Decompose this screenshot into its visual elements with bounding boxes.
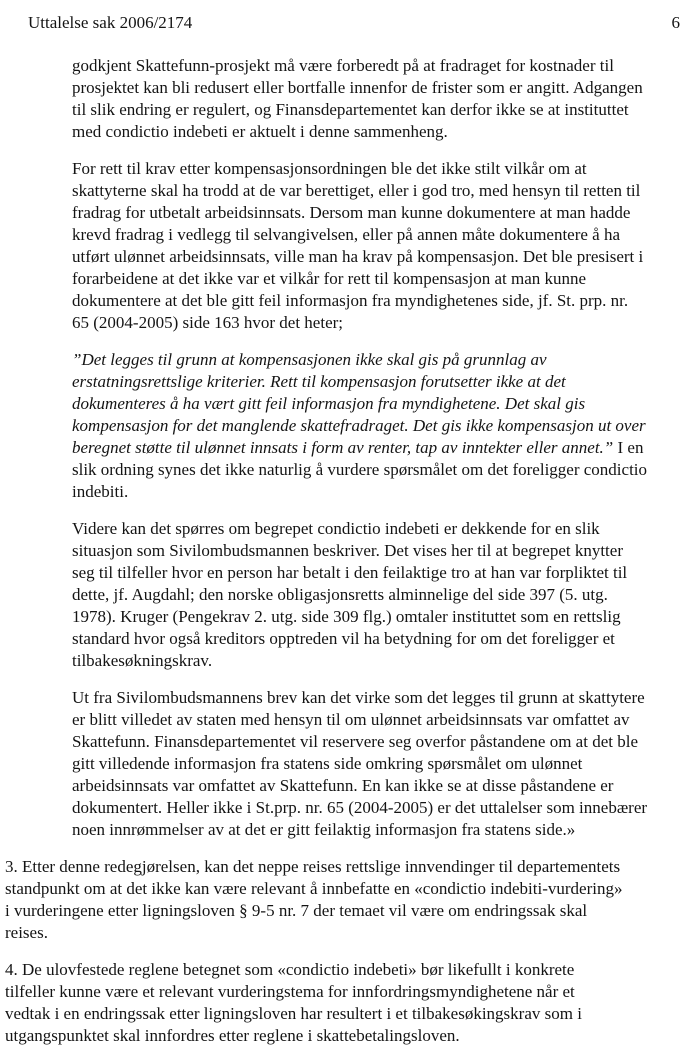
- page-number: 6: [671, 13, 680, 32]
- quoted-italic-text: erstatningsrettslige kriterier. Rett til kompensasjon forutsetter ikke at det: [72, 372, 566, 391]
- text-line: [5, 878, 680, 900]
- body-text: skattyterne skal ha trodd at de var berettiget, eller i god tro, med hensyn til retten til: [72, 181, 641, 200]
- document-header: [28, 12, 680, 34]
- body-text: til slik endring er regulert, og Finansdepartementet kan derfor ikke se at instituttet: [72, 100, 629, 119]
- body-text: med condictio indebeti er aktuelt i denne sammenheng.: [72, 122, 448, 141]
- text-line: [72, 562, 680, 584]
- text-line: [72, 797, 680, 819]
- text-line: [72, 224, 680, 246]
- body-text: vedtak i en endringssak etter ligningsloven har resultert i et tilbakesøkingskrav som i: [5, 1004, 582, 1023]
- text-line: [72, 246, 680, 268]
- text-line: [72, 99, 680, 121]
- body-text: 65 (2004-2005) side 163 hvor det heter;: [72, 313, 343, 332]
- text-line: [72, 459, 680, 481]
- text-line: [72, 753, 680, 775]
- body-text: 4. De ulovfestede reglene betegnet som «condictio indebeti» bør likefullt i konkrete: [5, 960, 575, 979]
- text-line: [72, 393, 680, 415]
- body-text: krevd fradrag i vedlegg til selvangivelsen, eller på annen måte dokumentere å ha: [72, 225, 621, 244]
- body-text: I en: [613, 438, 644, 457]
- text-line: [72, 290, 680, 312]
- text-line: [5, 900, 680, 922]
- text-line: [72, 628, 680, 650]
- body-text: dokumentert. Heller ikke i St.prp. nr. 65 (2004-2005) er det uttalelser som innebærer: [72, 798, 648, 817]
- text-line: [5, 1003, 680, 1025]
- text-line: [72, 349, 680, 371]
- body-text: For rett til krav etter kompensasjonsordningen ble det ikke stilt vilkår om at: [72, 159, 587, 178]
- text-line: [72, 819, 680, 841]
- text-line: [72, 709, 680, 731]
- body-text: slik ordning synes det ikke naturlig å vurdere spørsmålet om det foreligger condictio: [72, 460, 648, 479]
- body-text: Videre kan det spørres om begrepet condictio indebeti er dekkende for en slik: [72, 519, 600, 538]
- body-text: standard hvor også kreditors opptreden vil ha betydning for om det foreligger et: [72, 629, 615, 648]
- paragraph: [72, 687, 680, 841]
- paragraph: [72, 518, 680, 672]
- text-line: [72, 371, 680, 393]
- body-text: standpunkt om at det ikke kan være relevant å innbefatte en «condictio indebiti-vurdering»: [5, 879, 623, 898]
- body-text: arbeidsinnsats var omfattet av Skattefunn. En kan ikke se at disse påstandene er: [72, 776, 614, 795]
- text-line: [72, 121, 680, 143]
- text-line: [72, 518, 680, 540]
- text-line: [5, 981, 680, 1003]
- text-line: [72, 268, 680, 290]
- text-line: [72, 584, 680, 606]
- body-text: noen innrømmelser av at det er gitt feilaktig informasjon fra statens side.»: [72, 820, 576, 839]
- text-line: [72, 180, 680, 202]
- body-text: prosjektet kan bli redusert eller bortfalle innenfor de frister som er angitt. Adgangen: [72, 78, 643, 97]
- body-text: utgangspunktet skal innfordres etter reglene i skattebetalingsloven.: [5, 1026, 460, 1045]
- body-text: reises.: [5, 923, 48, 942]
- text-line: [72, 775, 680, 797]
- quoted-italic-text: dokumenteres å ha vært gitt feil informasjon fra myndighetene. Det skal gis: [72, 394, 586, 413]
- document-body: [5, 34, 680, 1047]
- body-text: i vurderingene etter ligningsloven § 9-5 nr. 7 der temaet vil være om endringssak skal: [5, 901, 588, 920]
- text-line: [72, 437, 680, 459]
- body-text: 3. Etter denne redegjørelsen, kan det neppe reises rettslige innvendinger til departementets: [5, 857, 621, 876]
- body-text: indebiti.: [72, 482, 129, 501]
- body-text: er blitt villedet av staten med hensyn til om ulønnet arbeidsinnsats var omfattet av: [72, 710, 630, 729]
- body-text: Skattefunn. Finansdepartementet vil reservere seg overfor påstandene om at det ble: [72, 732, 638, 751]
- body-text: tilbakesøkningskrav.: [72, 651, 213, 670]
- text-line: [72, 158, 680, 180]
- text-line: [5, 922, 680, 944]
- text-line: [72, 415, 680, 437]
- body-text: dette, jf. Augdahl; den norske obligasjonsretts alminnelige del side 397 (5. utg.: [72, 585, 608, 604]
- paragraph: [72, 158, 680, 334]
- body-text: seg til tilfeller hvor en person har betalt i den feilaktige tro at han var forpliktet til: [72, 563, 628, 582]
- body-text: fradrag for utbetalt arbeidsinnsats. Dersom man kunne dokumentere at man hadde: [72, 203, 631, 222]
- text-line: [72, 202, 680, 224]
- body-text: forarbeidene at det ikke var et vilkår for rett til kompensasjon at man kunne: [72, 269, 587, 288]
- text-line: [72, 650, 680, 672]
- body-text: dokumentere at det ble gitt feil informasjon fra myndighetenes side, jf. St. prp. nr.: [72, 291, 629, 310]
- body-text: 1978). Kruger (Pengekrav 2. utg. side 309 flg.) omtaler instituttet som en rettslig: [72, 607, 621, 626]
- text-line: [5, 856, 680, 878]
- text-line: [5, 959, 680, 981]
- document-header-title: Uttalelse sak 2006/2174: [28, 13, 193, 32]
- text-line: [72, 55, 680, 77]
- quoted-italic-text: kompensasjon for det manglende skattefradraget. Det gis ikke kompensasjon ut over: [72, 416, 646, 435]
- body-text: Ut fra Sivilombudsmannens brev kan det virke som det legges til grunn at skattytere: [72, 688, 645, 707]
- text-line: [72, 606, 680, 628]
- text-line: [72, 481, 680, 503]
- body-text: tilfeller kunne være et relevant vurderingstema for innfordringsmyndighetene når et: [5, 982, 575, 1001]
- body-text: utført ulønnet arbeidsinnsats, ville man ha krav på kompensasjon. Det ble presisert i: [72, 247, 644, 266]
- body-text: gitt villedende informasjon fra statens side omkring spørsmålet om ulønnet: [72, 754, 583, 773]
- text-line: [72, 687, 680, 709]
- paragraph: [5, 856, 680, 944]
- quoted-italic-text: ”Det legges til grunn at kompensasjonen ikke skal gis på grunnlag av: [72, 350, 547, 369]
- text-line: [5, 1025, 680, 1047]
- quoted-italic-text: beregnet støtte til ulønnet innsats i form av renter, tap av inntekter eller annet.”: [72, 438, 614, 457]
- body-text: situasjon som Sivilombudsmannen beskriver. Det vises her til at begrepet knytter: [72, 541, 623, 560]
- paragraph: [5, 959, 680, 1047]
- text-line: [72, 77, 680, 99]
- paragraph: [72, 349, 680, 503]
- text-line: [72, 540, 680, 562]
- text-line: [72, 731, 680, 753]
- paragraph: [72, 55, 680, 143]
- body-text: godkjent Skattefunn-prosjekt må være forberedt på at fradraget for kostnader til: [72, 56, 614, 75]
- text-line: [72, 312, 680, 334]
